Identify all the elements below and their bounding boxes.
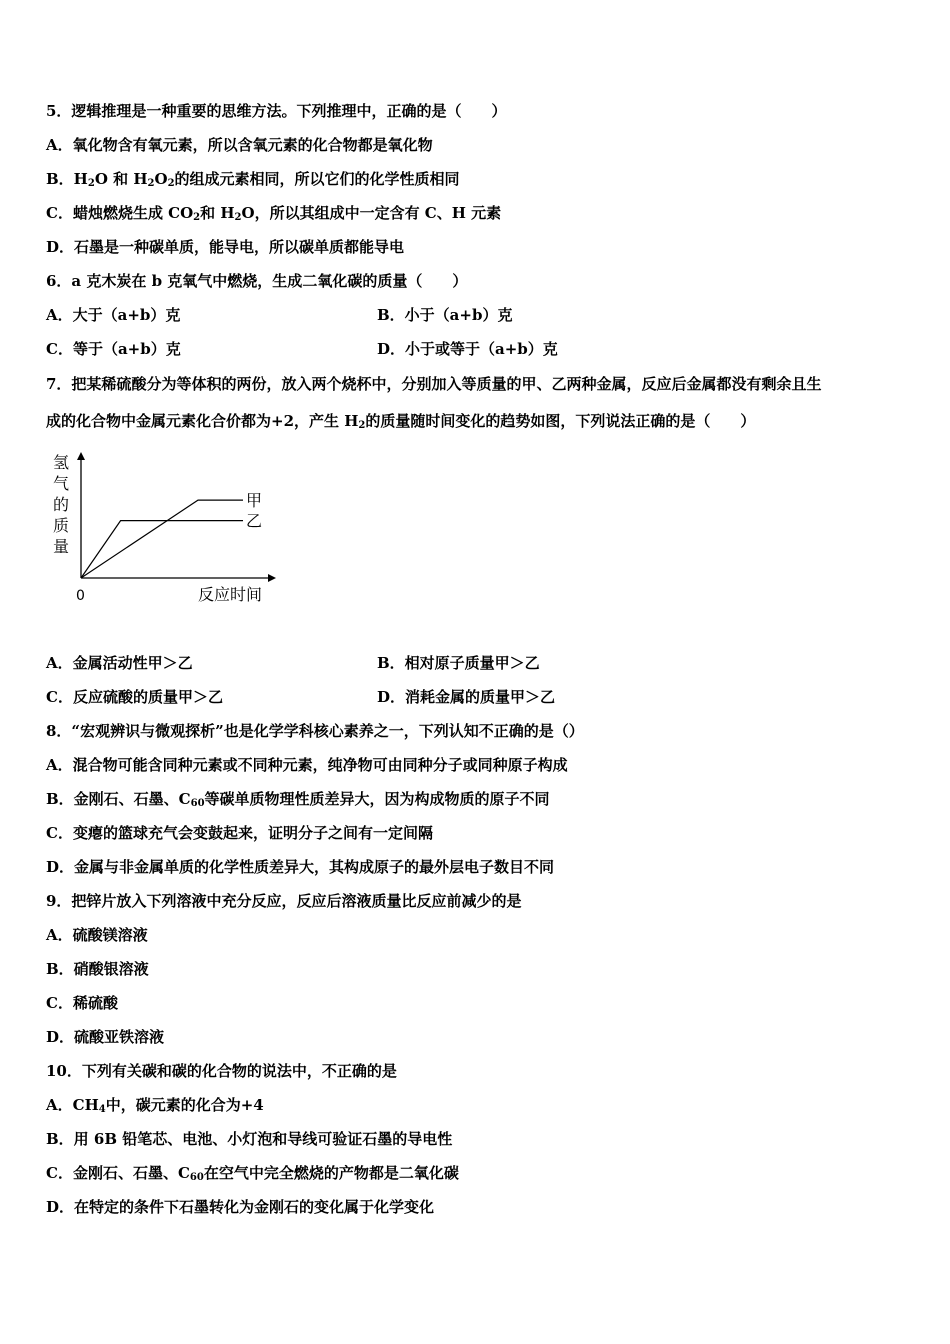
q10-option-c: C．金刚石、石墨、$C_{60}$在空气中完全燃烧的产物都是二氧化碳	[46, 1164, 459, 1183]
series-label-2: 乙	[246, 511, 263, 531]
q8-option-b: B．金刚石、石墨、$C_{60}$等碳单质物理性质差异大，因为构成物质的原子不同	[46, 790, 550, 809]
q10-option-d: D．在特定的条件下石墨转化为金刚石的变化属于化学变化	[46, 1198, 435, 1216]
q9-option-a: A．硫酸镁溶液	[46, 926, 148, 944]
y-axis-label-char: 氢	[53, 453, 70, 472]
q6-option-b: B．小于（a+b）克	[377, 306, 513, 324]
y-axis-label-char: 质	[53, 516, 70, 535]
origin-label: 0	[76, 588, 85, 604]
q7-option-b: B．相对原子质量甲＞乙	[377, 654, 540, 672]
q7-option-a: A．金属活动性甲＞乙	[46, 654, 193, 672]
q9-option-d: D．硫酸亚铁溶液	[46, 1028, 165, 1046]
q8-option-a: A．混合物可能含同种元素或不同种元素，纯净物可由同种分子或同种原子构成	[46, 756, 568, 774]
q7-option-c: C．反应硫酸的质量甲＞乙	[46, 688, 223, 706]
y-axis-label-char: 的	[53, 495, 70, 514]
q8-stem: 8．“宏观辨识与微观探析”也是化学学科核心素养之一，下列认知不正确的是（）	[46, 722, 584, 740]
series-line-2	[81, 521, 243, 578]
q5-option-d: D．石墨是一种碳单质，能导电，所以碳单质都能导电	[46, 238, 405, 256]
q7-stem-line1: 7．把某稀硫酸分为等体积的两份，放入两个烧杯中，分别加入等质量的甲、乙两种金属，反应后金属都没有剩余且生	[46, 375, 822, 393]
q9-stem: 9．把锌片放入下列溶液中充分反应，反应后溶液质量比反应前减少的是	[46, 892, 522, 910]
q5-option-b: B．$H_2O$ 和 $H_2O_2$的组成元素相同，所以它们的化学性质相同	[46, 170, 460, 189]
series-label-1: 甲	[246, 491, 263, 511]
series-line-1	[81, 500, 243, 578]
y-axis-label	[53, 453, 69, 556]
q8-option-c: C．变瘪的篮球充气会变鼓起来，证明分子之间有一定间隔	[46, 824, 433, 842]
q9-option-b: B．硝酸银溶液	[46, 960, 149, 978]
q7-option-d: D．消耗金属的质量甲＞乙	[377, 688, 556, 706]
q10-option-a: A．$CH_4$中，碳元素的化合为+4	[46, 1096, 264, 1115]
q6-option-a: A．大于（a+b）克	[46, 306, 181, 324]
q9-option-c: C．稀硫酸	[46, 994, 118, 1012]
q5-stem: 5．逻辑推理是一种重要的思维方法。下列推理中，正确的是（ ）	[46, 102, 507, 120]
q6-stem: 6．a 克木炭在 b 克氧气中燃烧，生成二氧化碳的质量（ ）	[46, 272, 468, 290]
q6-option-c: C．等于（a+b）克	[46, 340, 181, 358]
q10-option-b: B．用 6B 铅笔芯、电池、小灯泡和导线可验证石墨的导电性	[46, 1130, 453, 1148]
q10-stem: 10．下列有关碳和碳的化合物的说法中，不正确的是	[46, 1062, 397, 1080]
q5-option-a: A．氧化物含有氧元素，所以含氧元素的化合物都是氧化物	[46, 136, 433, 154]
x-axis-label: 反应时间	[198, 585, 263, 604]
q8-option-d: D．金属与非金属单质的化学性质差异大，其构成原子的最外层电子数目不同	[46, 858, 555, 876]
q7-stem-line2: 成的化合物中金属元素化合价都为+2，产生 $H_2$的质量随时间变化的趋势如图，下列说法正确的是（ ）	[46, 412, 756, 431]
q5-option-c: C．蜡烛燃烧生成 $CO_2$和 $H_2O$，所以其组成中一定含有 C、H 元素	[46, 204, 502, 223]
q6-option-d: D．小于或等于（a+b）克	[377, 340, 558, 358]
x-axis-arrow-icon	[268, 574, 276, 582]
y-axis-label-char: 量	[53, 537, 70, 556]
y-axis-label-char: 气	[53, 474, 70, 493]
y-axis-arrow-icon	[77, 452, 85, 460]
hydrogen-mass-chart	[46, 448, 286, 613]
